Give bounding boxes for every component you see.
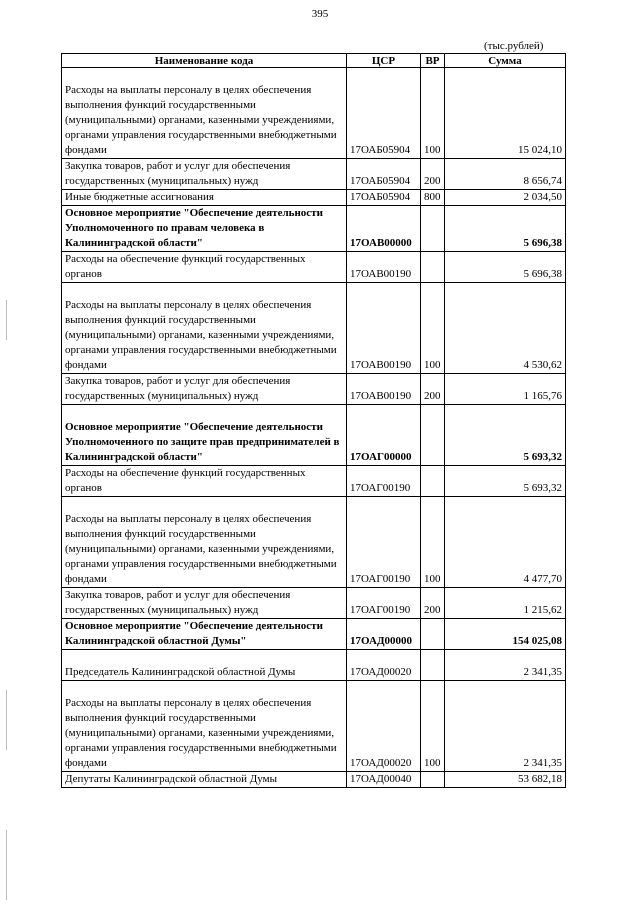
table-body	[62, 68, 566, 788]
table-row	[62, 206, 566, 252]
table-row	[62, 619, 566, 650]
row-vr: 800	[421, 190, 445, 206]
table-row	[62, 374, 566, 405]
row-spacer	[65, 405, 343, 420]
table-row	[62, 681, 566, 772]
table-row	[62, 68, 566, 159]
row-sum: 8 656,74	[445, 159, 566, 190]
row-csr: 17ОАВ00000	[347, 206, 421, 252]
row-name-cell	[62, 497, 347, 588]
row-name: Председатель Калининградской областной Думы	[65, 666, 296, 678]
row-name-cell	[62, 374, 347, 405]
row-sum: 5 693,32	[445, 466, 566, 497]
row-name-cell	[62, 681, 347, 772]
row-name: Депутаты Калининградской областной Думы	[65, 773, 278, 785]
table-header-row	[62, 54, 566, 68]
row-name-cell	[62, 206, 347, 252]
row-sum: 4 477,70	[445, 497, 566, 588]
row-vr: 100	[421, 283, 445, 374]
table-row	[62, 252, 566, 283]
table-row	[62, 190, 566, 206]
scan-edge-mark	[6, 830, 7, 900]
row-vr: 200	[421, 588, 445, 619]
row-sum: 5 693,32	[445, 405, 566, 466]
row-name-cell	[62, 405, 347, 466]
table-row	[62, 588, 566, 619]
row-name-cell	[62, 772, 347, 788]
row-csr: 17ОАГ00190	[347, 497, 421, 588]
row-vr: 200	[421, 374, 445, 405]
row-spacer	[65, 650, 343, 665]
row-name: Расходы на выплаты персоналу в целях обеспечения выполнения функций государственными (муниципальными) органами, казенными учреждениями, органами управления государственными внебюджетными фондами	[65, 299, 337, 371]
row-csr: 17ОАВ00190	[347, 252, 421, 283]
row-csr: 17ОАД00000	[347, 619, 421, 650]
row-vr: 100	[421, 68, 445, 159]
table-row	[62, 497, 566, 588]
row-vr: 100	[421, 497, 445, 588]
scan-edge-mark	[6, 300, 7, 340]
row-name: Закупка товаров, работ и услуг для обеспечения государственных (муниципальных) нужд	[65, 589, 291, 616]
row-spacer	[65, 68, 343, 83]
row-spacer	[65, 283, 343, 298]
row-name: Иные бюджетные ассигнования	[65, 191, 214, 203]
header-name: Наименование кода	[62, 54, 347, 68]
row-vr	[421, 650, 445, 681]
table-row	[62, 159, 566, 190]
row-name: Основное мероприятие "Обеспечение деятельности Уполномоченного по правам человека в Калининградской области"	[65, 207, 323, 249]
row-name: Основное мероприятие "Обеспечение деятельности Калининградской областной Думы"	[65, 620, 323, 647]
row-csr: 17ОАГ00190	[347, 466, 421, 497]
units-label: (тыс.рублей)	[484, 40, 544, 52]
row-vr	[421, 619, 445, 650]
row-vr	[421, 405, 445, 466]
table-row	[62, 283, 566, 374]
row-csr: 17ОАД00040	[347, 772, 421, 788]
header-sum: Сумма	[445, 54, 566, 68]
row-sum: 5 696,38	[445, 252, 566, 283]
row-csr: 17ОАД00020	[347, 650, 421, 681]
row-name: Расходы на выплаты персоналу в целях обеспечения выполнения функций государственными (муниципальными) органами, казенными учреждениями, органами управления государственными внебюджетными фондами	[65, 84, 337, 156]
row-name-cell	[62, 190, 347, 206]
row-name: Расходы на обеспечение функций государственных органов	[65, 467, 306, 494]
row-vr	[421, 252, 445, 283]
row-csr: 17ОАВ00190	[347, 283, 421, 374]
row-name-cell	[62, 466, 347, 497]
row-vr: 100	[421, 681, 445, 772]
row-name: Закупка товаров, работ и услуг для обеспечения государственных (муниципальных) нужд	[65, 375, 291, 402]
table-row	[62, 650, 566, 681]
row-vr	[421, 772, 445, 788]
header-csr: ЦСР	[347, 54, 421, 68]
row-sum: 2 034,50	[445, 190, 566, 206]
row-name: Закупка товаров, работ и услуг для обеспечения государственных (муниципальных) нужд	[65, 160, 291, 187]
row-vr	[421, 206, 445, 252]
row-sum: 4 530,62	[445, 283, 566, 374]
row-sum: 5 696,38	[445, 206, 566, 252]
row-sum: 2 341,35	[445, 681, 566, 772]
row-sum: 1 215,62	[445, 588, 566, 619]
scan-edge-mark	[6, 690, 7, 750]
row-sum: 53 682,18	[445, 772, 566, 788]
header-vr: ВР	[421, 54, 445, 68]
budget-table	[61, 53, 566, 788]
row-sum: 2 341,35	[445, 650, 566, 681]
table-row	[62, 772, 566, 788]
row-name-cell	[62, 68, 347, 159]
row-name: Расходы на выплаты персоналу в целях обеспечения выполнения функций государственными (муниципальными) органами, казенными учреждениями, органами управления государственными внебюджетными фондами	[65, 697, 337, 769]
row-csr: 17ОАГ00190	[347, 588, 421, 619]
table-row	[62, 405, 566, 466]
row-name-cell	[62, 252, 347, 283]
row-name-cell	[62, 588, 347, 619]
row-name-cell	[62, 650, 347, 681]
row-csr: 17ОАБ05904	[347, 190, 421, 206]
row-name: Расходы на выплаты персоналу в целях обеспечения выполнения функций государственными (муниципальными) органами, казенными учреждениями, органами управления государственными внебюджетными фондами	[65, 513, 337, 585]
row-csr: 17ОАД00020	[347, 681, 421, 772]
table-row	[62, 466, 566, 497]
row-sum: 15 024,10	[445, 68, 566, 159]
row-vr: 200	[421, 159, 445, 190]
row-spacer	[65, 681, 343, 696]
row-name-cell	[62, 159, 347, 190]
row-name: Расходы на обеспечение функций государственных органов	[65, 253, 306, 280]
row-sum: 154 025,08	[445, 619, 566, 650]
page-number: 395	[311, 8, 329, 20]
row-name-cell	[62, 283, 347, 374]
row-spacer	[65, 497, 343, 512]
row-name: Основное мероприятие "Обеспечение деятельности Уполномоченного по защите прав предпринимателей в Калининградской области"	[65, 421, 340, 463]
row-csr: 17ОАГ00000	[347, 405, 421, 466]
row-name-cell	[62, 619, 347, 650]
row-csr: 17ОАБ05904	[347, 68, 421, 159]
row-sum: 1 165,76	[445, 374, 566, 405]
row-csr: 17ОАВ00190	[347, 374, 421, 405]
row-csr: 17ОАБ05904	[347, 159, 421, 190]
row-vr	[421, 466, 445, 497]
